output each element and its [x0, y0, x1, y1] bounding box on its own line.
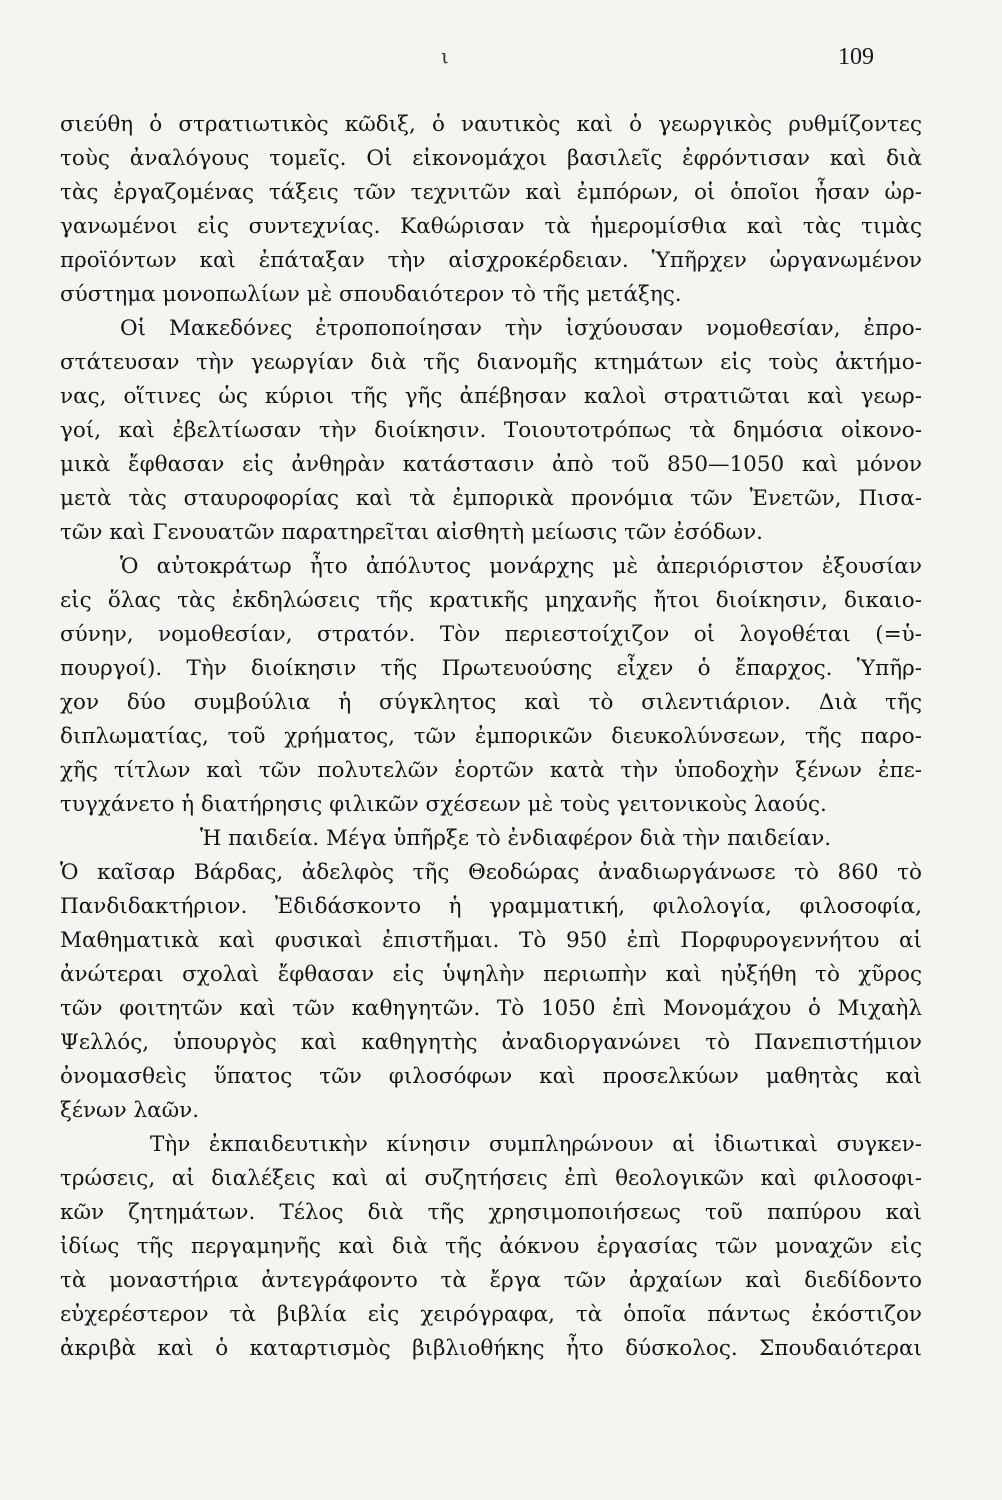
- text-line: τῶν φοιτητῶν καὶ τῶν καθηγητῶν. Τὸ 1050 ἐπὶ Μονομάχου ὁ Μιχαὴλ: [60, 996, 922, 1021]
- text-line: νας, οἵτινες ὡς κύριοι τῆς γῆς ἀπέβησαν καλοὶ στρατιῶται καὶ γεωρ-: [60, 384, 922, 409]
- text-line: πουργοί). Τὴν διοίκησιν τῆς Πρωτευούσης εἶχεν ὁ ἔπαρχος. Ὑπῆρ-: [60, 656, 922, 681]
- text-line: τυγχάνετο ἡ διατήρησις φιλικῶν σχέσεων μὲ τοὺς γειτονικοὺς λαούς.: [60, 792, 827, 817]
- text-line: χῆς τίτλων καὶ τῶν πολυτελῶν ἑορτῶν κατὰ τὴν ὑποδοχὴν ξένων ἐπε-: [60, 758, 922, 783]
- text-line: προϊόντων καὶ ἐπάταξαν τὴν αἰσχροκέρδειαν. Ὑπῆρχεν ὠργανωμένον: [60, 248, 922, 273]
- text-line: ἀνώτεραι σχολαὶ ἔφθασαν εἰς ὑψηλὴν περιωπὴν καὶ ηὐξήθη τὸ χῦρος: [60, 962, 922, 987]
- text-line: σιεύθη ὁ στρατιωτικὸς κῶδιξ, ὁ ναυτικὸς καὶ ὁ γεωργικὸς ρυθμίζοντες: [60, 112, 922, 137]
- text-line: ξένων λαῶν.: [60, 1098, 200, 1123]
- text-line: εἰς ὅλας τὰς ἐκδηλώσεις τῆς κρατικῆς μηχανῆς ἤτοι διοίκησιν, δικαιο-: [60, 588, 922, 613]
- text-line: ὀνομασθεὶς ὕπατος τῶν φιλοσόφων καὶ προσελκύων μαθητὰς καὶ: [60, 1064, 922, 1089]
- text-line: ἰδίως τῆς περγαμηνῆς καὶ διὰ τῆς ἀόκνου ἐργασίας τῶν μοναχῶν εἰς: [60, 1234, 922, 1259]
- text-line: τῶν καὶ Γενουατῶν παρατηρεῖται αἰσθητὴ μείωσις τῶν ἐσόδων.: [60, 520, 763, 545]
- text-line: τρώσεις, αἱ διαλέξεις καὶ αἱ συζητήσεις ἐπὶ θεολογικῶν καὶ φιλοσοφι-: [60, 1166, 922, 1191]
- text-line: διπλωματίας, τοῦ χρήματος, τῶν ἐμπορικῶν διευκολύνσεων, τῆς παρο-: [60, 724, 922, 749]
- page-number: 109: [838, 44, 874, 70]
- text-line: μικὰ ἔφθασαν εἰς ἀνθηρὰν κατάστασιν ἀπὸ τοῦ 850—1050 καὶ μόνον: [60, 452, 922, 477]
- text-line: ἀκριβὰ καὶ ὁ καταρτισμὸς βιβλιοθήκης ἦτο δύσκολος. Σπουδαιότεραι: [60, 1336, 922, 1361]
- text-line: σύνην, νομοθεσίαν, στρατόν. Τὸν περιεστοίχιζον οἱ λογοθέται (=ὑ-: [60, 622, 922, 647]
- text-line: γοί, καὶ ἐβελτίωσαν τὴν διοίκησιν. Τοιουτοτρόπως τὰ δημόσια οἰκονο-: [60, 418, 922, 443]
- text-line: εὐχερέστερον τὰ βιβλία εἰς χειρόγραφα, τὰ ὁποῖα πάντως ἐκόστιζον: [60, 1302, 922, 1327]
- text-line: τὰ μοναστήρια ἀντεγράφοντο τὰ ἔργα τῶν ἀρχαίων καὶ διεδίδοντο: [60, 1268, 922, 1293]
- text-line: κῶν ζητημάτων. Τέλος διὰ τῆς χρησιμοποιήσεως τοῦ παπύρου καὶ: [60, 1200, 922, 1225]
- section-heading-line: Ἡ παιδεία. Μέγα ὑπῆρξε τὸ ἐνδιαφέρον διὰ τὴν παιδείαν.: [200, 826, 832, 851]
- text-line: Πανδιδακτήριον. Ἐδιδάσκοντο ἡ γραμματική, φιλολογία, φιλοσοφία,: [60, 894, 922, 919]
- paragraph-start: Ὁ αὐτοκράτωρ ἦτο ἀπόλυτος μονάρχης μὲ ἀπεριόριστον ἐξουσίαν: [120, 554, 922, 579]
- paragraph-start: Οἱ Μακεδόνες ἐτροποποίησαν τὴν ἰσχύουσαν νομοθεσίαν, ἐπρο-: [120, 316, 922, 341]
- header-mark: ι: [441, 44, 449, 68]
- text-line: Ψελλός, ὑπουργὸς καὶ καθηγητὴς ἀναδιοργανώνει τὸ Πανεπιστήμιον: [60, 1030, 922, 1055]
- text-line: γανωμένοι εἰς συντεχνίας. Καθώρισαν τὰ ἡμερομίσθια καὶ τὰς τιμὰς: [60, 214, 922, 239]
- text-line: Ὁ καῖσαρ Βάρδας, ἀδελφὸς τῆς Θεοδώρας ἀναδιωργάνωσε τὸ 860 τὸ: [60, 860, 922, 885]
- text-line: χον δύο συμβούλια ἡ σύγκλητος καὶ τὸ σιλεντιάριον. Διὰ τῆς: [60, 690, 922, 715]
- text-line: σύστημα μονοπωλίων μὲ σπουδαιότερον τὸ τῆς μετάξης.: [60, 282, 682, 307]
- text-line: τοὺς ἀναλόγους τομεῖς. Οἱ εἰκονομάχοι βασιλεῖς ἐφρόντισαν καὶ διὰ: [60, 146, 922, 171]
- text-line: μετὰ τὰς σταυροφορίας καὶ τὰ ἐμπορικὰ προνόμια τῶν Ἐνετῶν, Πισα-: [60, 486, 922, 511]
- text-line: Μαθηματικὰ καὶ φυσικαὶ ἐπιστῆμαι. Τὸ 950 ἐπὶ Πορφυρογεννήτου αἱ: [60, 928, 922, 953]
- text-line: τὰς ἐργαζομένας τάξεις τῶν τεχνιτῶν καὶ ἐμπόρων, οἱ ὁποῖοι ἦσαν ὠρ-: [60, 180, 922, 205]
- text-line: στάτευσαν τὴν γεωργίαν διὰ τῆς διανομῆς κτημάτων εἰς τοὺς ἀκτήμο-: [60, 350, 922, 375]
- paragraph-start: Τὴν ἐκπαιδευτικὴν κίνησιν συμπληρώνουν αἱ ἰδιωτικαὶ συγκεν-: [150, 1132, 922, 1157]
